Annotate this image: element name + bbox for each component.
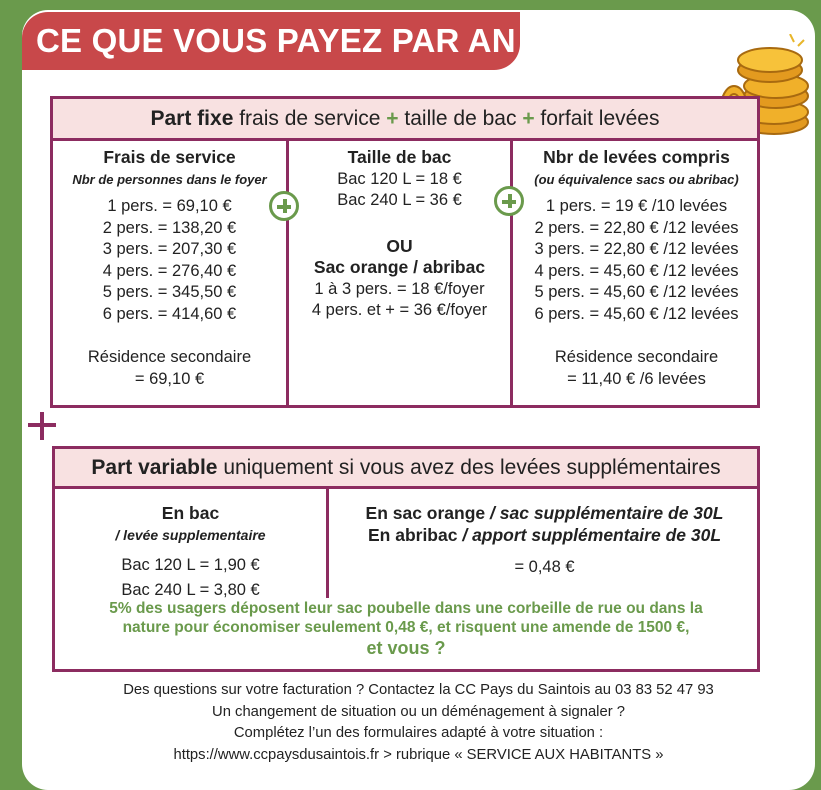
bag-extra-line2-bold: En abribac (367, 524, 458, 545)
or-label: OU (386, 235, 413, 256)
bag-extra-line1-italic: / sac supplémentaire de 30L (490, 503, 724, 523)
bag-extra-value: = 0,48 € (514, 558, 575, 576)
variable-header-bold: Part variable (91, 456, 218, 479)
secondary-residence-label: Résidence secondaire (554, 348, 719, 366)
bin-size-column (289, 147, 510, 322)
fixed-header-part1: frais de service (239, 107, 381, 130)
list-item: 6 pers. = 414,60 € (102, 304, 237, 323)
warning-line: 5% des usagers déposent leur sac poubelle dans une corbeille de rue ou dans la (109, 600, 703, 617)
footer-line: Complétez l’un des formulaires adapté à votre situation : (233, 725, 604, 741)
list-item: 2 pers. = 138,20 € (102, 218, 237, 237)
variable-part-box (52, 446, 760, 672)
list-item: 6 pers. = 45,60 € /12 levées (534, 304, 739, 323)
bin-extra-column (55, 503, 326, 603)
list-item: Bac 240 L = 3,80 € (121, 581, 260, 599)
plus-circle-icon (494, 186, 524, 216)
secondary-residence-label: Résidence secondaire (87, 348, 252, 366)
service-fees-column (53, 147, 286, 390)
secondary-residence-value: = 11,40 € /6 levées (567, 369, 706, 388)
orange-bag-title: Sac orange / abribac (313, 257, 486, 277)
list-item: Bac 120 L = 18 € (337, 169, 462, 188)
service-fees-subtitle: Nbr de personnes dans le foyer (72, 171, 267, 187)
plus-circle-icon (269, 191, 299, 221)
bag-extra-line1 (329, 503, 760, 525)
footer-link[interactable]: https://www.ccpaysdusaintois.fr > rubrique « SERVICE AUX HABITANTS » (173, 746, 664, 763)
bag-extra-line2-italic: / apport supplémentaire de 30L (462, 524, 722, 545)
warning-note (55, 599, 757, 659)
list-item: Bac 240 L = 36 € (337, 191, 462, 209)
bin-extra-title: En bac (161, 503, 220, 523)
page-title: CE QUE VOUS PAYEZ PAR AN (22, 12, 520, 70)
list-item: 3 pers. = 22,80 € /12 levées (534, 240, 739, 258)
bag-extra-line2 (329, 525, 760, 547)
pickups-title: Nbr de levées compris (543, 147, 730, 167)
bin-size-title: Taille de bac (347, 147, 452, 167)
fixed-header-part3: forfait levées (540, 107, 660, 130)
list-item: 4 pers. et + = 36 €/foyer (311, 301, 488, 319)
list-item: 5 pers. = 45,60 € /12 levées (534, 283, 739, 301)
pickups-subtitle: (ou équivalence sacs ou abribac) (534, 171, 739, 187)
bag-extra-column (329, 503, 760, 579)
pickups-column (513, 147, 760, 390)
service-fees-title: Frais de service (103, 147, 236, 167)
list-item: Bac 120 L = 1,90 € (121, 556, 260, 574)
fixed-part-box (50, 96, 760, 408)
fixed-part-header (53, 99, 757, 141)
secondary-residence-value: = 69,10 € (134, 369, 205, 388)
variable-header-rest: uniquement si vous avez des levées supplémentaires (223, 456, 721, 479)
warning-emphasis: et vous ? (366, 638, 446, 658)
fixed-header-part2: taille de bac (404, 107, 517, 130)
list-item: 1 à 3 pers. = 18 €/foyer (314, 279, 485, 298)
footer-line: Un changement de situation ou un déménagement à signaler ? (212, 703, 625, 720)
list-item: 5 pers. = 345,50 € (102, 283, 237, 301)
list-item: 3 pers. = 207,30 € (102, 240, 237, 258)
list-item: 4 pers. = 45,60 € /12 levées (534, 261, 739, 280)
variable-part-header (55, 449, 757, 489)
plus-icon (28, 412, 56, 440)
footer-contact (22, 680, 815, 766)
list-item: 1 pers. = 69,10 € (107, 197, 232, 215)
footer-line: Des questions sur votre facturation ? Contactez la CC Pays du Saintois au 03 83 52 47 93 (123, 682, 714, 698)
warning-line: nature pour économiser seulement 0,48 €, et risquent une amende de 1500 €, (122, 619, 690, 636)
list-item: 1 pers. = 19 € /10 levées (545, 197, 728, 215)
plus-sign-1: + (386, 107, 399, 130)
fixed-header-bold: Part fixe (150, 107, 234, 130)
list-item: 4 pers. = 276,40 € (102, 261, 237, 280)
plus-sign-2: + (522, 107, 535, 130)
bin-extra-subtitle: / levée supplementaire (115, 526, 266, 543)
bag-extra-line1-bold: En sac orange (365, 503, 486, 523)
list-item: 2 pers. = 22,80 € /12 levées (534, 218, 739, 237)
